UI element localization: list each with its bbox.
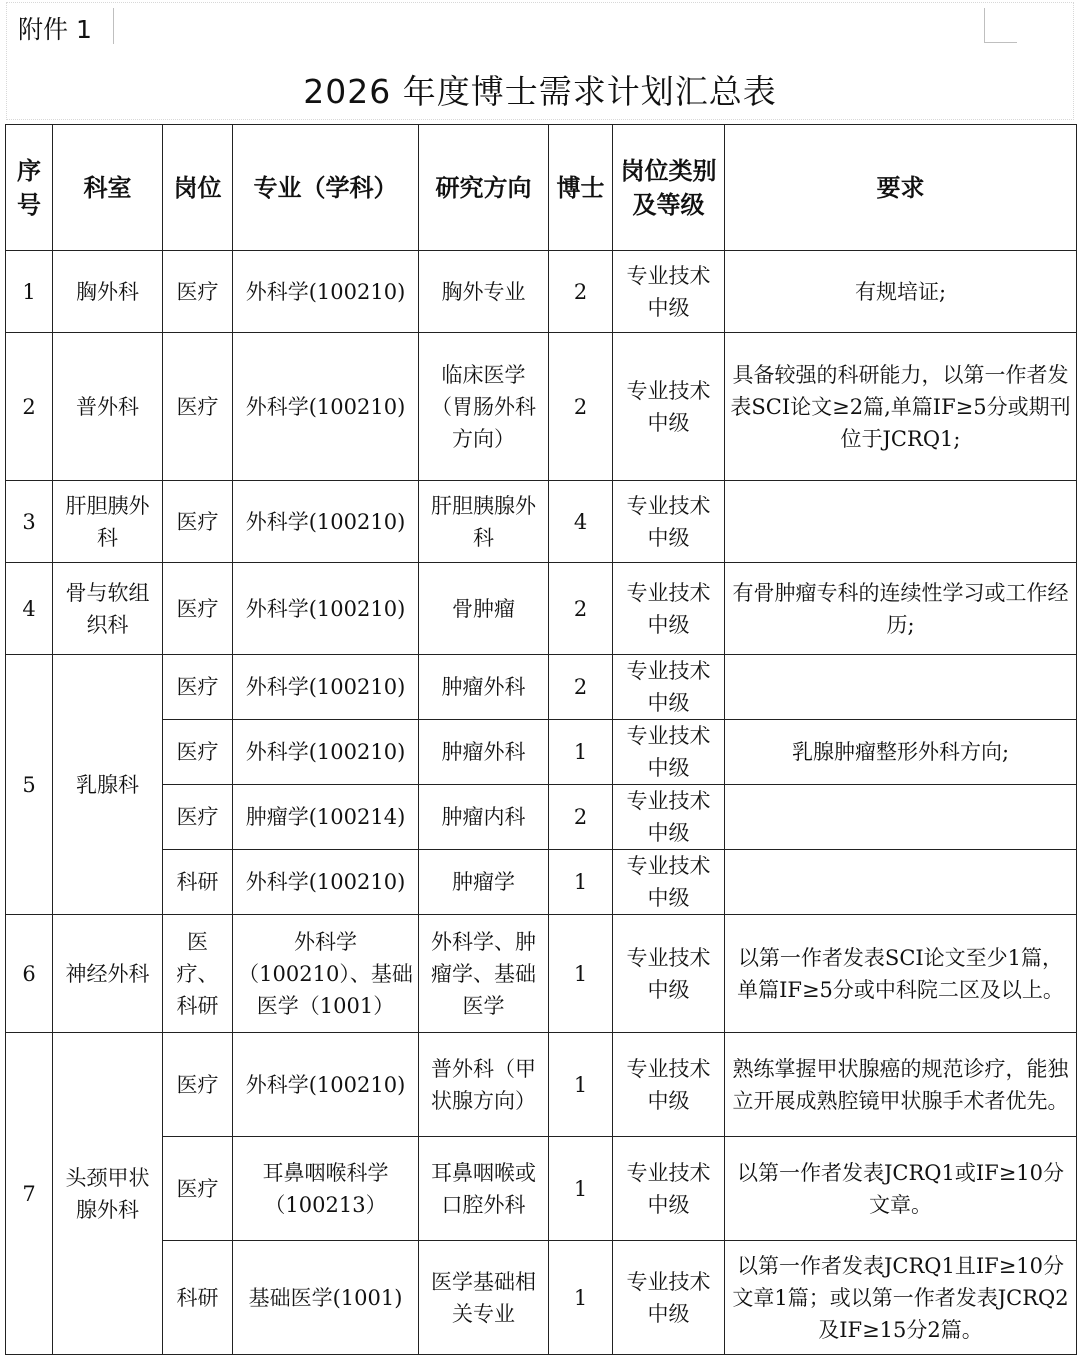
phd-count-cell: 2 (549, 333, 613, 481)
post-cell: 医疗 (163, 563, 233, 655)
level-cell: 专业技术中级 (613, 1137, 725, 1241)
level-cell: 专业技术中级 (613, 915, 725, 1033)
header-req: 要求 (725, 125, 1077, 251)
table-row (6, 251, 1077, 333)
level-cell: 专业技术中级 (613, 481, 725, 563)
header-direction: 研究方向 (419, 125, 549, 251)
major-cell: 外科学(100210) (233, 1033, 419, 1137)
phd-count-cell: 1 (549, 1033, 613, 1137)
dept-cell: 肝胆胰外科 (53, 481, 163, 563)
dept-cell: 头颈甲状腺外科 (53, 1033, 163, 1355)
seq-cell: 4 (6, 563, 53, 655)
seq-cell: 1 (6, 251, 53, 333)
attachment-divider (113, 8, 114, 44)
table-row (6, 563, 1077, 655)
major-cell: 耳鼻咽喉科学（100213） (233, 1137, 419, 1241)
requirement-cell (725, 785, 1077, 850)
requirement-cell: 乳腺肿瘤整形外科方向; (725, 720, 1077, 785)
dept-cell: 乳腺科 (53, 655, 163, 915)
table-row (6, 333, 1077, 481)
header-seq: 序号 (6, 125, 53, 251)
phd-count-cell: 2 (549, 563, 613, 655)
post-cell: 医疗 (163, 481, 233, 563)
direction-cell: 肝胆胰腺外科 (419, 481, 549, 563)
dept-cell: 骨与软组织科 (53, 563, 163, 655)
requirement-cell: 以第一作者发表JCRQ1或IF≥10分文章。 (725, 1137, 1077, 1241)
direction-cell: 胸外专业 (419, 251, 549, 333)
major-cell: 外科学(100210) (233, 720, 419, 785)
table-row (6, 481, 1077, 563)
table-row (6, 915, 1077, 1033)
phd-count-cell: 1 (549, 720, 613, 785)
direction-cell: 耳鼻咽喉或口腔外科 (419, 1137, 549, 1241)
phd-count-cell: 1 (549, 1137, 613, 1241)
phd-count-cell: 1 (549, 850, 613, 915)
post-cell: 医疗、科研 (163, 915, 233, 1033)
requirement-cell: 以第一作者发表JCRQ1且IF≥10分文章1篇；或以第一作者发表JCRQ2及IF≥15分2篇。 (725, 1241, 1077, 1355)
table-header-row (6, 125, 1077, 251)
header-level: 岗位类别及等级 (613, 125, 725, 251)
direction-cell: 肿瘤外科 (419, 720, 549, 785)
phd-count-cell: 2 (549, 655, 613, 720)
level-cell: 专业技术中级 (613, 563, 725, 655)
direction-cell: 肿瘤外科 (419, 655, 549, 720)
phd-count-cell: 1 (549, 915, 613, 1033)
direction-cell: 外科学、肿瘤学、基础医学 (419, 915, 549, 1033)
level-cell: 专业技术中级 (613, 720, 725, 785)
header-post: 岗位 (163, 125, 233, 251)
major-cell: 外科学（100210）、基础医学（1001） (233, 915, 419, 1033)
seq-cell: 3 (6, 481, 53, 563)
direction-cell: 普外科（甲状腺方向） (419, 1033, 549, 1137)
header-dept: 科室 (53, 125, 163, 251)
direction-cell: 医学基础相关专业 (419, 1241, 549, 1355)
attachment-label: 附件 1 (18, 15, 92, 44)
phd-count-cell: 2 (549, 785, 613, 850)
table-row (6, 1137, 1077, 1241)
header-phd: 博士 (549, 125, 613, 251)
post-cell: 医疗 (163, 333, 233, 481)
level-cell: 专业技术中级 (613, 1241, 725, 1355)
major-cell: 外科学(100210) (233, 655, 419, 720)
major-cell: 外科学(100210) (233, 850, 419, 915)
demand-plan-table (5, 124, 1077, 1355)
header-major: 专业（学科） (233, 125, 419, 251)
major-cell: 外科学(100210) (233, 251, 419, 333)
post-cell: 科研 (163, 1241, 233, 1355)
major-cell: 外科学(100210) (233, 563, 419, 655)
requirement-cell (725, 655, 1077, 720)
table-row (6, 720, 1077, 785)
table-row (6, 850, 1077, 915)
major-cell: 肿瘤学(100214) (233, 785, 419, 850)
dept-cell: 神经外科 (53, 915, 163, 1033)
document-title: 2026 年度博士需求计划汇总表 (303, 72, 777, 111)
post-cell: 医疗 (163, 251, 233, 333)
table-row (6, 1033, 1077, 1137)
dept-cell: 胸外科 (53, 251, 163, 333)
table-row (6, 1241, 1077, 1355)
requirement-cell (725, 850, 1077, 915)
major-cell: 基础医学(1001) (233, 1241, 419, 1355)
phd-count-cell: 1 (549, 1241, 613, 1355)
seq-cell: 2 (6, 333, 53, 481)
post-cell: 医疗 (163, 1137, 233, 1241)
requirement-cell: 熟练掌握甲状腺癌的规范诊疗，能独立开展成熟腔镜甲状腺手术者优先。 (725, 1033, 1077, 1137)
seq-cell: 5 (6, 655, 53, 915)
table-row (6, 655, 1077, 720)
major-cell: 外科学(100210) (233, 333, 419, 481)
level-cell: 专业技术中级 (613, 251, 725, 333)
direction-cell: 肿瘤内科 (419, 785, 549, 850)
post-cell: 医疗 (163, 1033, 233, 1137)
seq-cell: 7 (6, 1033, 53, 1355)
phd-count-cell: 2 (549, 251, 613, 333)
level-cell: 专业技术中级 (613, 785, 725, 850)
post-cell: 医疗 (163, 720, 233, 785)
requirement-cell: 具备较强的科研能力，以第一作者发表SCI论文≥2篇,单篇IF≥5分或期刊位于JCRQ1; (725, 333, 1077, 481)
phd-count-cell: 4 (549, 481, 613, 563)
level-cell: 专业技术中级 (613, 850, 725, 915)
level-cell: 专业技术中级 (613, 333, 725, 481)
requirement-cell: 以第一作者发表SCI论文至少1篇，单篇IF≥5分或中科院二区及以上。 (725, 915, 1077, 1033)
requirement-cell: 有骨肿瘤专科的连续性学习或工作经历; (725, 563, 1077, 655)
requirement-cell (725, 481, 1077, 563)
corner-crop-mark (984, 8, 1017, 43)
post-cell: 医疗 (163, 655, 233, 720)
direction-cell: 骨肿瘤 (419, 563, 549, 655)
post-cell: 医疗 (163, 785, 233, 850)
direction-cell: 肿瘤学 (419, 850, 549, 915)
dept-cell: 普外科 (53, 333, 163, 481)
seq-cell: 6 (6, 915, 53, 1033)
level-cell: 专业技术中级 (613, 1033, 725, 1137)
table-row (6, 785, 1077, 850)
post-cell: 科研 (163, 850, 233, 915)
requirement-cell: 有规培证; (725, 251, 1077, 333)
level-cell: 专业技术中级 (613, 655, 725, 720)
direction-cell: 临床医学（胃肠外科方向） (419, 333, 549, 481)
major-cell: 外科学(100210) (233, 481, 419, 563)
